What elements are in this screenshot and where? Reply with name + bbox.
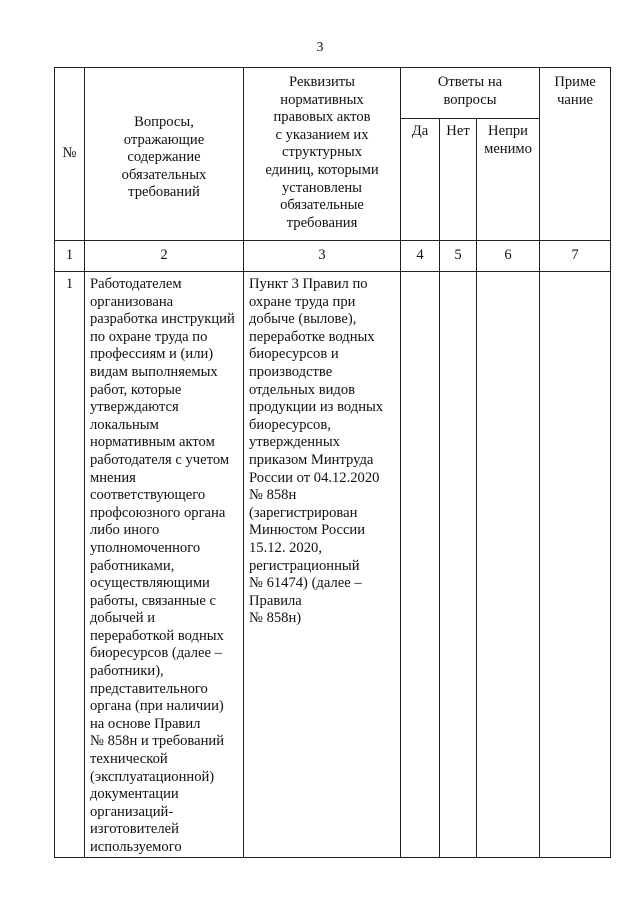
answer-not-applicable-cell[interactable] (477, 272, 540, 858)
column-number: 6 (477, 241, 540, 272)
header-not-applicable: Непри менимо (477, 119, 540, 241)
header-questions: Вопросы, отражающие содержание обязательных требований (85, 68, 244, 241)
header-answers: Ответы на вопросы (401, 68, 540, 119)
header-note: Приме чание (540, 68, 611, 241)
column-number: 4 (401, 241, 440, 272)
note-cell[interactable] (540, 272, 611, 858)
answer-no-cell[interactable] (440, 272, 477, 858)
header-no-answer: Нет (440, 119, 477, 241)
column-numbers-row (55, 241, 611, 272)
question-text: Работодателем организована разработка инструкций по охране труда по профессиям и (или) видам выполняемых работ, которые утверждаются локальным нормативным актом работодателя с учетом мнения соответствующего профсоюзного органа либо иного уполномоченного работниками, осуществляющими работы, связанные с добычей и переработкой водных биоресурсов (далее – работники), представительного органа (при наличии) на основе Правил № 858н и требований технической (эксплуатационной) документации организаций- изготовителей используемого (85, 272, 244, 858)
column-number: 2 (85, 241, 244, 272)
checklist-table (54, 67, 611, 858)
requisites-text: Пункт 3 Правил по охране труда при добыче (вылове), переработке водных биоресурсов и производстве отдельных видов продукции из водных биоресурсов, утвержденных приказом Минтруда России от 04.12.2020 № 858н (зарегистрирован Минюстом России 15.12. 2020, регистрационный № 61474) (далее – Правила № 858н) (244, 272, 401, 858)
answer-yes-cell[interactable] (401, 272, 440, 858)
table-row (55, 272, 611, 858)
row-number: 1 (55, 272, 85, 858)
page-number: 3 (316, 40, 324, 55)
header-requisites: Реквизиты нормативных правовых актов с указанием их структурных единиц, которыми установлены обязательные требования (244, 68, 401, 241)
column-number: 1 (55, 241, 85, 272)
header-row-top (55, 68, 611, 119)
column-number: 3 (244, 241, 401, 272)
column-number: 7 (540, 241, 611, 272)
header-number: № (55, 68, 85, 241)
column-number: 5 (440, 241, 477, 272)
header-yes: Да (401, 119, 440, 241)
